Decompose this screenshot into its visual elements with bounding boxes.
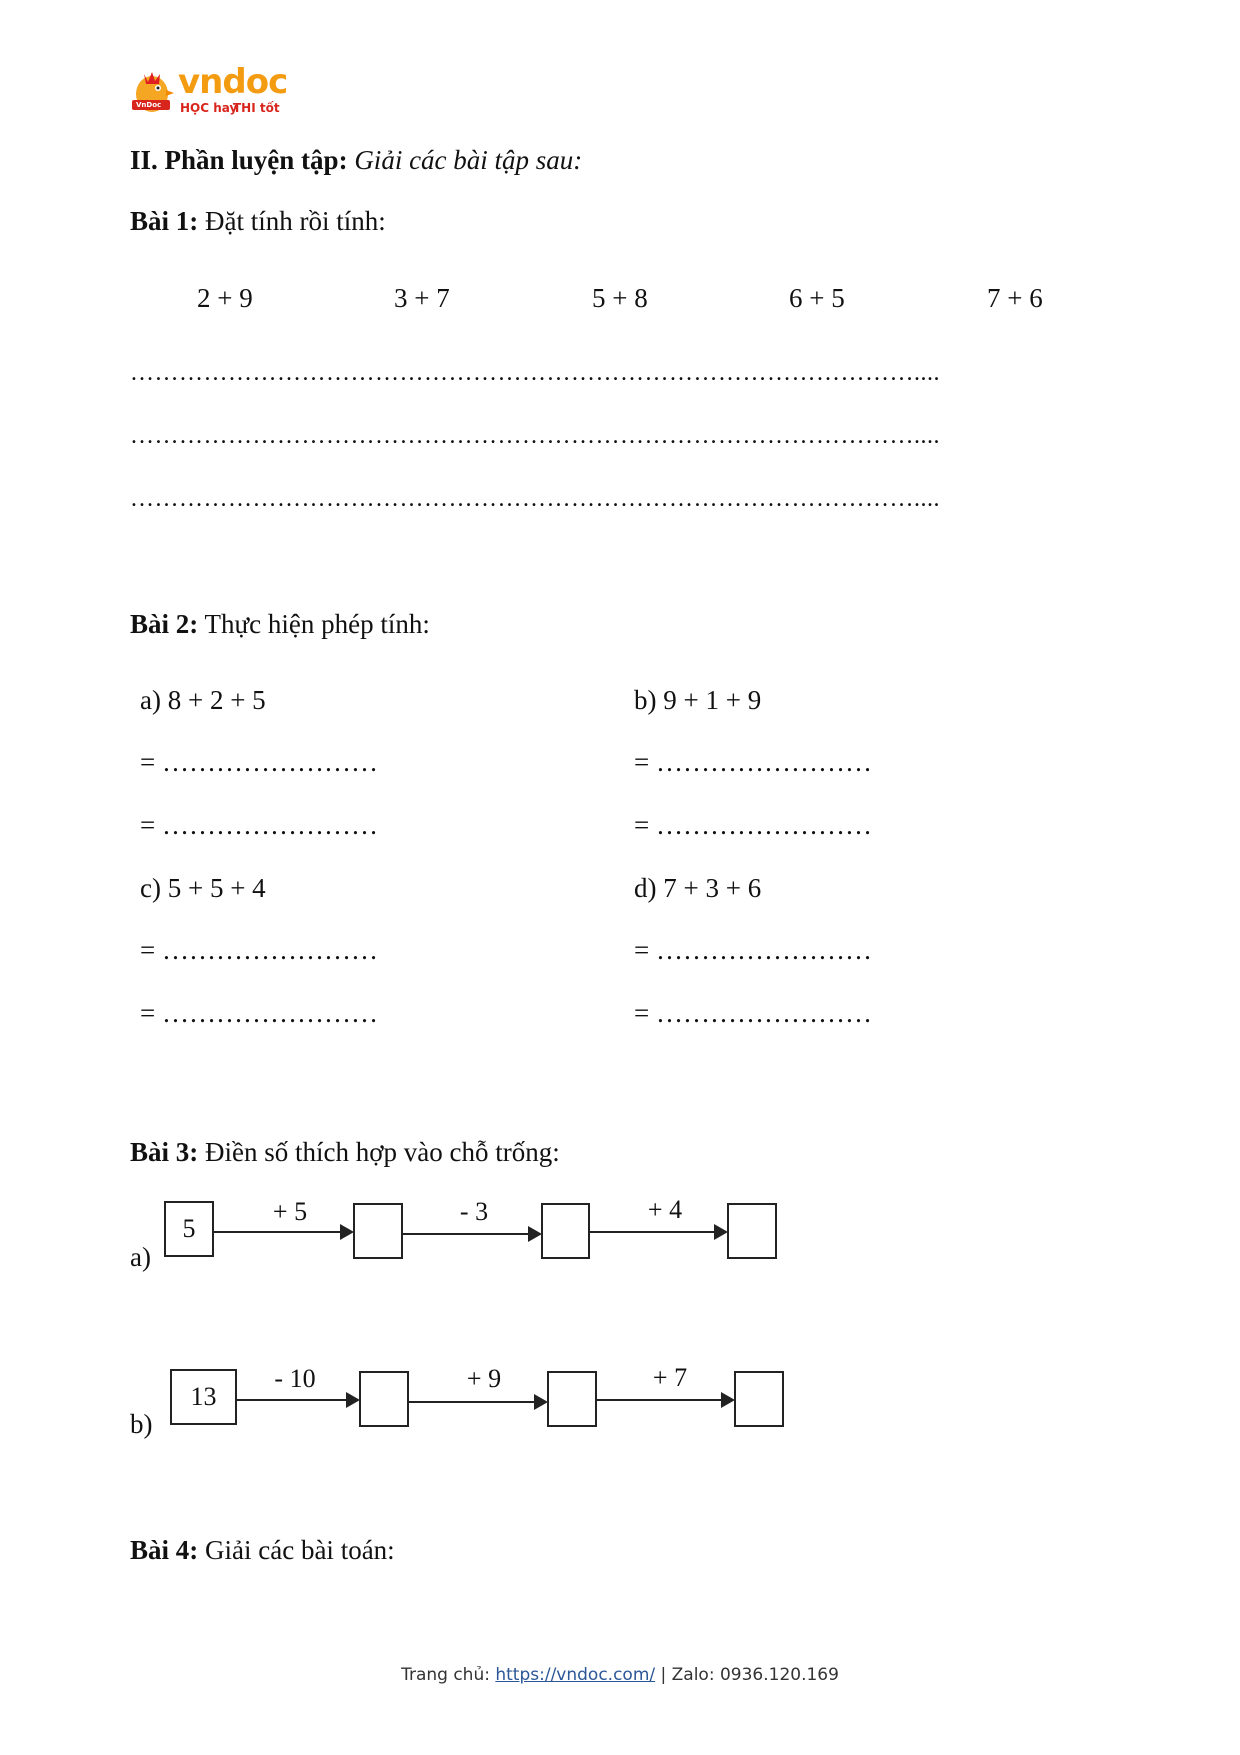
bai2-expr-b: b) 9 + 1 + 9 bbox=[634, 685, 762, 715]
bai4-text: Giải các bài toán: bbox=[205, 1535, 395, 1565]
bai2-text: Thực hiện phép tính: bbox=[204, 609, 430, 639]
bai1-label: Bài 1: bbox=[130, 206, 199, 236]
chain-a-blank-box[interactable] bbox=[353, 1203, 403, 1259]
chain-b-label: b) bbox=[130, 1409, 153, 1439]
bai2-expr-d: d) 7 + 3 + 6 bbox=[634, 873, 762, 903]
bai2-answer-line[interactable]: = …………………… bbox=[634, 810, 872, 840]
rooster-logo-icon bbox=[130, 68, 176, 118]
chain-b-op-2: + 9 bbox=[466, 1364, 502, 1393]
bai2-expr-a: a) 8 + 2 + 5 bbox=[140, 685, 266, 715]
logo-tagline-green: THI tốt bbox=[233, 101, 280, 115]
bai2-expr-c: c) 5 + 5 + 4 bbox=[140, 873, 266, 903]
arrow-icon bbox=[590, 1231, 726, 1233]
bai2-answer-line[interactable]: = …………………… bbox=[634, 998, 872, 1028]
arrow-icon bbox=[237, 1399, 358, 1401]
bai1-expr: 5 + 8 bbox=[592, 283, 648, 313]
footer bbox=[0, 1665, 1240, 1685]
bai1-expr: 3 + 7 bbox=[394, 283, 450, 313]
bai2-label: Bài 2: bbox=[130, 609, 199, 639]
logo bbox=[130, 62, 290, 120]
logo-tagline-red: HỌC hay bbox=[180, 101, 238, 115]
answer-line[interactable]: …………………………………………………………………………………….... bbox=[130, 486, 940, 512]
bai1-text: Đặt tính rồi tính: bbox=[205, 206, 386, 236]
answer-line[interactable]: …………………………………………………………………………………….... bbox=[130, 360, 940, 386]
arrow-icon bbox=[597, 1399, 733, 1401]
chain-a-op-2: - 3 bbox=[459, 1197, 489, 1226]
bai2-answer-line[interactable]: = …………………… bbox=[140, 810, 378, 840]
bai2-answer-line[interactable]: = …………………… bbox=[140, 935, 378, 965]
bai3-label: Bài 3: bbox=[130, 1137, 199, 1167]
section-title: II. Phần luyện tập: bbox=[130, 145, 348, 175]
bai3-text: Điền số thích hợp vào chỗ trống: bbox=[205, 1137, 560, 1167]
arrow-icon bbox=[214, 1231, 352, 1233]
chain-b-start-box: 13 bbox=[170, 1369, 237, 1425]
footer-link[interactable]: https://vndoc.com/ bbox=[495, 1665, 656, 1685]
chain-b-blank-box[interactable] bbox=[734, 1371, 784, 1427]
bai1-expr: 7 + 6 bbox=[987, 283, 1043, 313]
bai1-expr: 2 + 9 bbox=[197, 283, 253, 313]
section-heading bbox=[130, 143, 582, 177]
chain-b-blank-box[interactable] bbox=[547, 1371, 597, 1427]
logo-brand: vndoc bbox=[178, 62, 288, 102]
bai2-answer-line[interactable]: = …………………… bbox=[634, 935, 872, 965]
bai1-heading bbox=[130, 204, 386, 238]
chain-a-blank-box[interactable] bbox=[727, 1203, 777, 1259]
bai3-heading bbox=[130, 1135, 560, 1169]
chain-a-label: a) bbox=[130, 1242, 151, 1272]
arrow-icon bbox=[403, 1233, 540, 1235]
bai2-answer-line[interactable]: = …………………… bbox=[140, 998, 378, 1028]
answer-line[interactable]: …………………………………………………………………………………….... bbox=[130, 423, 940, 449]
chain-b-op-1: - 10 bbox=[274, 1364, 316, 1393]
chain-a-op-1: + 5 bbox=[272, 1197, 308, 1226]
bai2-answer-line[interactable]: = …………………… bbox=[634, 747, 872, 777]
chain-a-blank-box[interactable] bbox=[541, 1203, 590, 1259]
logo-badge: VnDoc bbox=[136, 101, 162, 109]
arrow-icon bbox=[409, 1401, 546, 1403]
chain-a-op-3: + 4 bbox=[647, 1195, 683, 1224]
chain-b-blank-box[interactable] bbox=[359, 1371, 409, 1427]
bai2-answer-line[interactable]: = …………………… bbox=[140, 747, 378, 777]
chain-a-start-box: 5 bbox=[164, 1201, 214, 1257]
bai2-heading bbox=[130, 607, 430, 641]
bai1-expr: 6 + 5 bbox=[789, 283, 845, 313]
footer-suffix: | Zalo: 0936.120.169 bbox=[660, 1665, 839, 1685]
bai4-heading bbox=[130, 1533, 395, 1567]
chain-b-op-3: + 7 bbox=[652, 1363, 688, 1392]
bai4-label: Bài 4: bbox=[130, 1535, 199, 1565]
footer-prefix: Trang chủ: bbox=[401, 1665, 490, 1685]
section-subtitle: Giải các bài tập sau: bbox=[354, 145, 583, 175]
